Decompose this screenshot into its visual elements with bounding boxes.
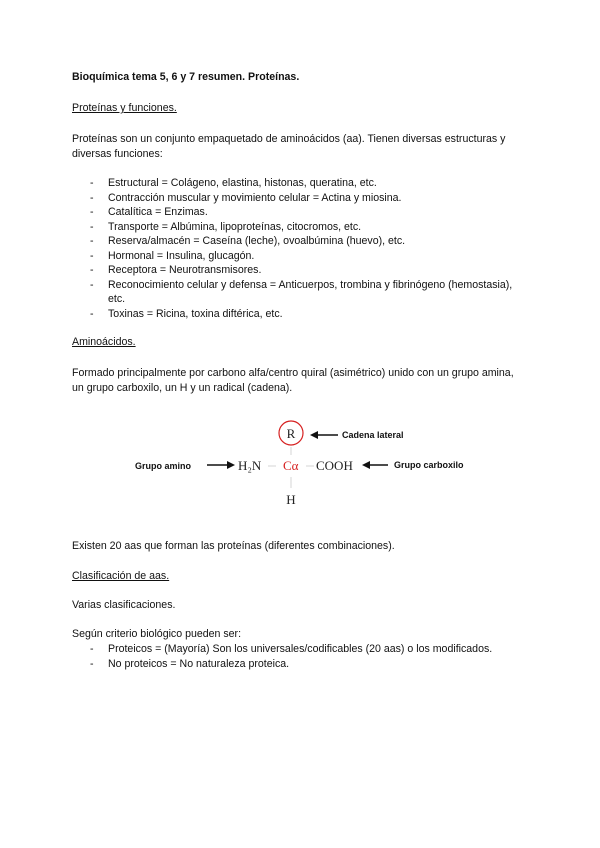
section-heading-proteins: Proteínas y funciones. <box>72 102 177 114</box>
alpha-carbon-text: Cα <box>283 458 299 473</box>
amino-acid-structure-diagram <box>0 410 600 520</box>
protein-functions-list <box>90 176 530 321</box>
proteins-intro: Proteínas son un conjunto empaquetado de aminoácidos (aa). Tienen diversas estructuras y diversas funciones: <box>72 133 506 160</box>
amino-acid-description: Formado principalmente por carbono alfa/centro quiral (asimétrico) unido con un grupo amina, un grupo carboxilo, un H y un radical (cadena). <box>72 367 514 394</box>
section-heading-amino-acids: Aminoácidos. <box>72 336 136 348</box>
carboxyl-group-label: Grupo carboxilo <box>394 460 464 470</box>
list-item: - No proteicos = No naturaleza proteica. <box>90 657 530 672</box>
side-chain-arrowhead-icon <box>310 431 318 439</box>
list-item: - Reconocimiento celular y defensa = Anticuerpos, trombina y fibrinógeno (hemostasia), etc. <box>90 278 530 307</box>
list-item: - Estructural = Colágeno, elastina, histonas, queratina, etc. <box>90 176 530 191</box>
list-item: - Proteicos = (Mayoría) Son los universales/codificables (20 aas) o los modificados. <box>90 642 530 657</box>
list-item: - Receptora = Neurotransmisores. <box>90 263 530 278</box>
classification-intro: Varias clasificaciones. <box>72 599 176 611</box>
biological-criterion-text: Según criterio biológico pueden ser: <box>72 628 242 640</box>
amino-group-label: Grupo amino <box>135 461 191 471</box>
document-title: Bioquímica tema 5, 6 y 7 resumen. Proteínas. <box>72 71 300 83</box>
list-item: - Hormonal = Insulina, glucagón. <box>90 249 530 264</box>
list-item: - Transporte = Albúmina, lipoproteínas, citocromos, etc. <box>90 220 530 235</box>
side-chain-label: Cadena lateral <box>342 430 404 440</box>
list-item: - Catalítica = Enzimas. <box>90 205 530 220</box>
list-item: - Toxinas = Ricina, toxina diftérica, etc. <box>90 307 530 322</box>
classification-list <box>90 642 530 671</box>
r-group-text: R <box>286 426 296 441</box>
carboxyl-group-text: COOH <box>316 458 353 473</box>
carboxyl-arrowhead-icon <box>362 461 370 469</box>
section-heading-classification: Clasificación de aas. <box>72 570 170 582</box>
amino-acid-count-note: Existen 20 aas que forman las proteínas (diferentes combinaciones). <box>72 540 395 552</box>
amino-arrowhead-icon <box>227 461 235 469</box>
hydrogen-text: H <box>286 492 296 507</box>
list-item: - Reserva/almacén = Caseína (leche), ovoalbúmina (huevo), etc. <box>90 234 530 249</box>
amine-group-text: H₂N <box>238 458 262 473</box>
list-item: - Contracción muscular y movimiento celular = Actina y miosina. <box>90 191 530 206</box>
